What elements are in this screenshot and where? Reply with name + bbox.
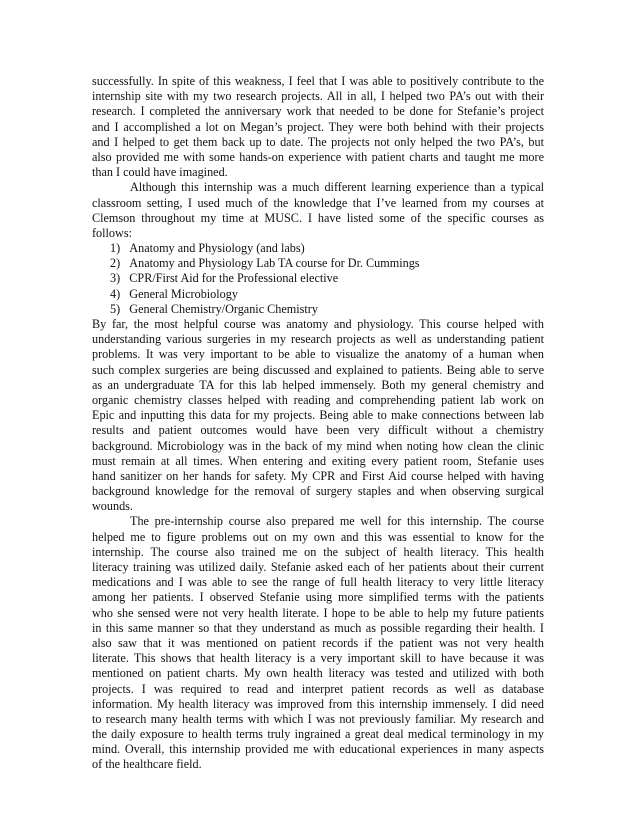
text-line: and I helped to get them back up to date. The projects not only helped the two PA’s, but [92, 134, 544, 149]
text-line: helped me to figure problems out on my own and this was essential to know for the [92, 529, 544, 544]
text-line: also provided me with some hands-on experience with patient charts and taught me more [92, 149, 544, 164]
text-line: who she sensed were not very health literate. I hope to be able to help my future patients [92, 605, 544, 620]
text-line: organic chemistry classes helped with reading and comprehending patient lab work on [92, 392, 544, 407]
course-list [92, 241, 544, 317]
text-line: literate. This shows that health literacy is a very important skill to have because it was [92, 651, 544, 666]
text-line: in this same manner so that they understand as much as possible regarding their health. I [92, 620, 544, 635]
text-line: wounds. [92, 499, 133, 514]
text-line: also saw that it was mentioned on patient records if the patient was not very health [92, 635, 544, 650]
text-line: must remain at all times. When entering and exiting every patient room, Stefanie uses [92, 453, 544, 468]
text-line: to research many health terms with which I was not previously familiar. My research and [92, 711, 544, 726]
text-line: Although this internship was a much different learning experience than a typical [130, 180, 544, 195]
text-line: By far, the most helpful course was anatomy and physiology. This course helped with [92, 317, 544, 331]
text-line: problems. It was very important to be able to visualize the anatomy of a human when [92, 347, 544, 362]
text-line: understanding various surgeries in my research projects as well as understanding patient [92, 332, 544, 347]
text-line: medications and I was able to see the range of full health literacy to very little literacy [92, 575, 544, 590]
paragraph-pre-internship-course [92, 514, 544, 772]
text-line: follows: [92, 225, 132, 240]
text-line: classroom setting, I used much of the knowledge that I’ve learned from my courses at [92, 195, 544, 210]
text-line: mind. Overall, this internship provided me with educational experiences in many aspects [92, 742, 544, 757]
text-line: hand sanitizer on her hands for safety. My CPR and First Aid course helped with having [92, 468, 544, 483]
text-line: the daily exposure to health terms truly ingrained a great deal medical terminology in my [92, 727, 544, 742]
text-line: projects. I was required to read and interpret patient records as well as database [92, 681, 544, 696]
text-line: Clemson throughout my time at MUSC. I have listed some of the specific courses as [92, 210, 544, 225]
paragraph-internship-contribution [92, 74, 544, 180]
paragraph-anatomy-course [92, 317, 544, 514]
text-line: results and patient outcomes would have been very difficult without a chemistry [92, 423, 544, 438]
text-line: as an undergraduate TA for this lab helped immensely. Both my general chemistry and [92, 377, 544, 392]
text-line: of the healthcare field. [92, 757, 202, 772]
list-item: 2) Anatomy and Physiology Lab TA course for Dr. Cummings [110, 256, 420, 271]
text-line: than I could have imagined. [92, 165, 228, 180]
list-item: 1) Anatomy and Physiology (and labs) [110, 241, 305, 256]
text-line: literacy training was utilized daily. Stefanie asked each of her patients about their current [92, 560, 544, 574]
list-item: 3) CPR/First Aid for the Professional elective [110, 271, 339, 286]
text-line: information. My health literacy was improved from this internship immensely. I did need [92, 696, 544, 711]
paragraph-courses-intro [92, 180, 544, 241]
text-line: The pre-internship course also prepared me well for this internship. The course [130, 514, 544, 529]
document-body [92, 74, 544, 773]
text-line: research. I completed the anniversary work that needed to be done for Stefanie’s project [92, 104, 544, 119]
text-line: internship. The course also trained me on the subject of health literacy. This health [92, 544, 544, 559]
text-line: Epic and inputting this data for my projects. Being able to make connections between lab [92, 408, 544, 423]
list-item: 4) General Microbiology [110, 286, 238, 301]
text-line: background knowledge for the removal of surgery staples and when observing surgical [92, 484, 544, 499]
text-line: and I accomplished a lot on Megan’s project. They were both behind with their projects [92, 119, 544, 134]
text-line: such complex surgeries are being discussed and explained to patients. Being able to serve [92, 362, 544, 377]
text-line: background. Microbiology was in the back of my mind when noting how clean the clinic [92, 438, 544, 453]
text-line: among her patients. I observed Stefanie using more simplified terms with the patients [92, 590, 544, 605]
text-line: successfully. In spite of this weakness, I feel that I was able to positively contribute to the [92, 74, 544, 88]
text-line: internship site with my two research projects. All in all, I helped two PA’s out with their [92, 89, 544, 104]
text-line: mentioned on patient charts. My own health literacy was tested and utilized with both [92, 666, 544, 681]
list-item: 5) General Chemistry/Organic Chemistry [110, 301, 318, 316]
